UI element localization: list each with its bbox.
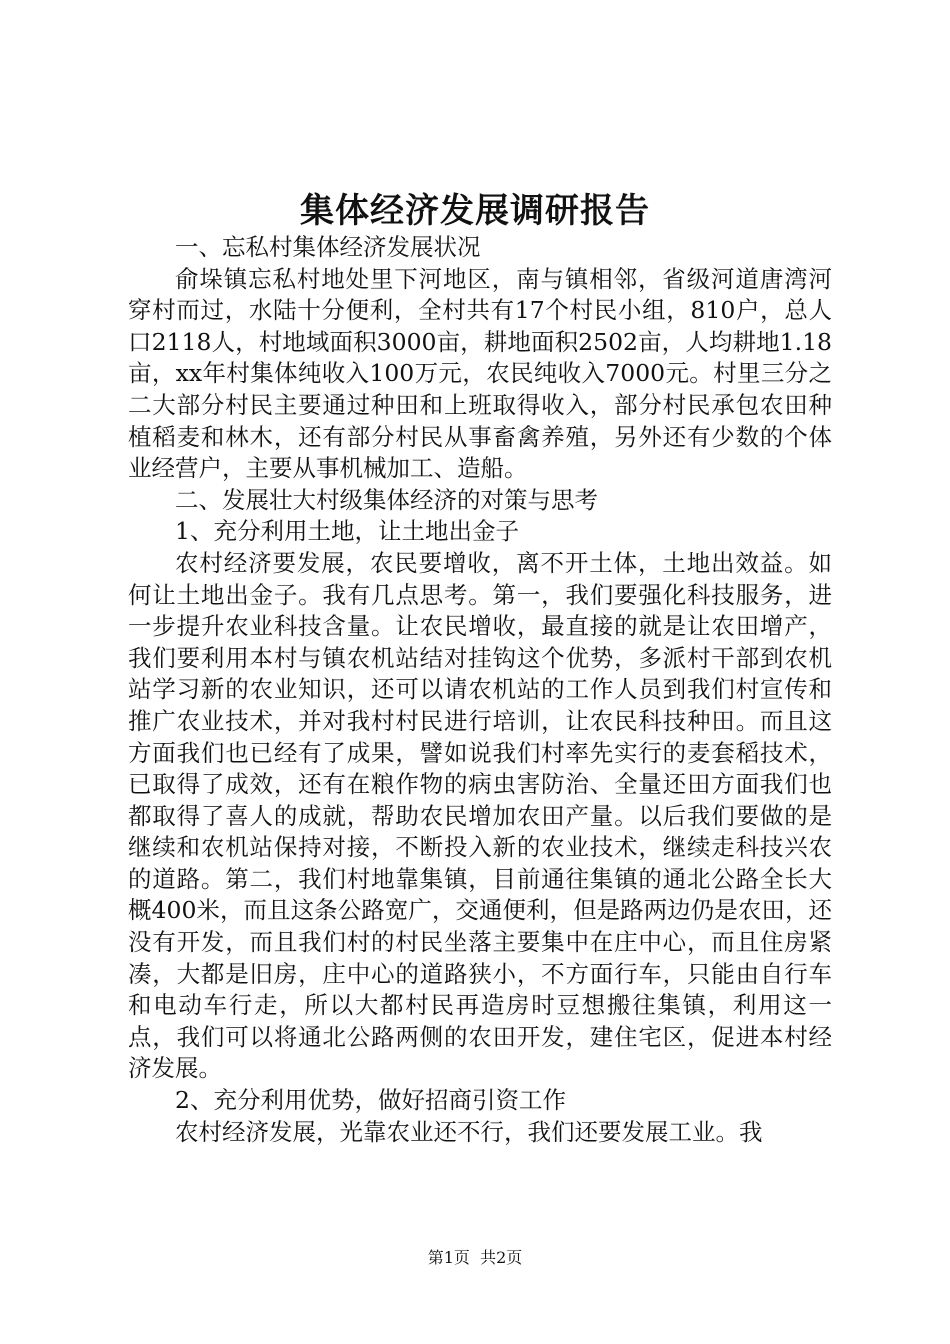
paragraph-industry: 农村经济发展，光靠农业还不行，我们还要发展工业。我: [175, 1117, 763, 1146]
paragraph-village-overview: 俞垛镇忘私村地处里下河地区，南与镇相邻，省级河道唐湾河穿村而过，水陆十分便利，全村共有17个村民小组，810户，总人口2118人，村地域面积3000亩，耕地面积2502亩，人均耕地1.18亩，xx年村集体纯收入100万元，农民纯收入7000元。村里三分之二大部分村民主要通过种田和上班取得收入，部分村民承包农田种植稻麦和林木，还有部分村民从事畜禽养殖，另外还有少数的个体业经营户，主要从事机械加工、造船。: [128, 264, 832, 483]
document-body: [128, 232, 832, 1148]
paragraph-land: 农村经济要发展，农民要增收，离不开土体，土地出效益。如何让土地出金子。我有几点思考。第一，我们要强化科技服务，进一步提升农业科技含量。让农民增收，最直接的就是让农田增产，我们要利用本村与镇农机站结对挂钩这个优势，多派村干部到农机站学习新的农业知识，还可以请农机站的工作人员到我们村宣传和推广农业技术，并对我村村民进行培训，让农民科技种田。而且这方面我们也已经有了成果，譬如说我们村率先实行的麦套稻技术，已取得了成效，还有在粮作物的病虫害防治、全量还田方面我们也都取得了喜人的成就，帮助农民增加农田产量。以后我们要做的是继续和农机站保持对接，不断投入新的农业技术，继续走科技兴农的道路。第二，我们村地靠集镇，目前通往集镇的通北公路全长大概400米，而且这条公路宽广，交通便利，但是路两边仍是农田，还没有开发，而且我们村的村民坐落主要集中在庄中心，而且住房紧凑，大都是旧房，庄中心的道路狭小，不方面行车，只能由自行车和电动车行走，所以大都村民再造房时豆想搬往集镇，利用这一点，我们可以将通北公路两侧的农田开发，建住宅区，促进本村经济发展。: [128, 548, 832, 1083]
document-title: 集体经济发展调研报告: [300, 191, 650, 231]
page-footer: [0, 1245, 950, 1268]
section-heading-2: 二、发展壮大村级集体经济的对策与思考: [175, 485, 598, 514]
subheading-land: 1、充分利用土地，让土地出金子: [175, 517, 519, 546]
subheading-investment: 2、充分利用优势，做好招商引资工作: [175, 1086, 566, 1115]
page-total: 共2页: [480, 1248, 523, 1267]
section-heading-1: 一、忘私村集体经济发展状况: [175, 233, 481, 261]
page-number: 第1页: [427, 1248, 470, 1267]
